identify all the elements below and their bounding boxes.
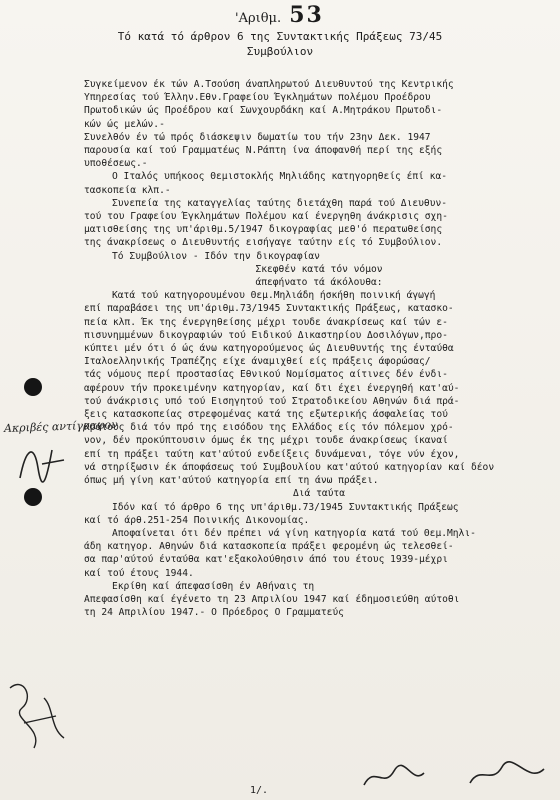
text-line: επί παραβάσει της υπ'άριθμ.73/1945 Συντακτικής Πράξεως, κατασκο- [84,303,454,315]
text-line: σα παρ'αύτού ένταύθα κατ'εξακολούθησιν άπό του έτους 1939-μέχρι [84,554,448,566]
text-line: άδη κατηγορ. Αθηνών διά κατασκοπεία πράξει φερομένη ώς τελεσθεί- [84,541,454,553]
text-line: της άνακρίσεως ο Διευθυντής εισήγαγε ταύτην είς τό Συμβούλιον. [84,237,443,249]
left-bottom-signature [4,668,84,758]
bottom-signatures [360,755,550,795]
text-line: Υπηρεσίας τού Έλλην.Εθν.Γραφείου Έγκλημάτων πολέμου Προέδρου [84,92,431,104]
text-line: άπεφήνατο τά άκόλουθα: [255,277,383,289]
text-line: Πρωτοδικών ώς Προέδρου καί Σωνχουρδάκη καί Α.Μητράκου Πρωτοδι- [84,105,443,117]
text-line: πεία κλπ. Έκ της ένεργηθείσης μέχρι τουδε άνακρίσεως καί τών ε- [84,316,448,328]
text-line: Εκρίθη καί άπεφασίσθη έν Αθήναις τη [112,580,315,592]
text-line: όπως μή γίνη κατ'αύτού κατηγορία επί τη άνω πράξει. [84,475,379,487]
text-line: Ιδόν καί τό άρθρο 6 της υπ'άριθμ.73/1945 Συντακτικής Πράξεως [112,501,459,513]
document-subtitle: Συμβούλιον [246,45,314,58]
text-line: υποθέσεως.- [84,158,148,170]
text-line: νά στηρίξωσιν έκ άποφάσεως τού Συμβουλίου κατ'αύτού κατηγορίαν καί δέον [84,461,495,473]
text-line: τού του Γραφείου Έγκλημάτων Πολέμου καί ένεργηθη άνάκρισις σχη- [84,211,448,223]
text-line: καί τού έτους 1944. [84,567,194,579]
text-line: Αποφαίνεται ότι δέν πρέπει νά γίνη κατηγορία κατά τού Θεμ.Μηλι- [112,527,476,539]
punch-hole-bottom [24,488,42,506]
text-line: Συνελθόν έν τώ πρός διάσκεψιν δωματίω του τήν 23ην Δεκ. 1947 [84,131,431,143]
text-line: Κράτους διά τόν πρό της εισόδου της Ελλάδος είς τόν πόλεμον χρό- [84,422,454,434]
document-body [84,78,554,619]
text-line: παρουσία καί τού Γραμματέως Ν.Ράπτη ίνα άποφανθή περί της εξής [84,145,443,157]
document-title: Τό κατά τό άρθρον 6 της Συντακτικής Πράξεως 73/45 [117,30,443,43]
text-line: πισυνημμένων δικογραφιών τού Ειδικού Δικαστηρίου Δοσιλόγων,προ- [84,329,448,341]
text-line: Διά ταύτα [293,488,345,500]
document-number: 53 [289,2,324,28]
text-line: κών ώς μελών.- [84,118,165,130]
text-line: Σκεφθέν κατά τόν νόμον [255,263,383,275]
page-footer: 1/. [250,785,269,796]
text-line: τη 24 Απριλίου 1947.- Ο Πρόεδρος Ο Γραμματεύς [84,607,344,619]
margin-note: Ακριβές αντίγραφον [3,418,119,435]
text-line: Συγκείμενον έκ τών Α.Τσούση άναπληρωτού Διευθυντού της Κεντρικής [84,79,454,90]
margin-signature [12,438,72,488]
text-line: κύπτει μέν ότι ό ώς άνω κατηγορούμενος ώς Διευθυντής της ένταύθα [84,343,454,355]
text-line: Απεφασίσθη καί έγένετο τη 23 Απριλίου 1947 καί έδημοσιεύθη αύτοθι [84,593,460,605]
text-line: τασκοπεία κλπ.- [84,184,171,196]
text-line: ματισθείσης της υπ'άριθμ.5/1947 δικογραφίας μεθ'ό περατωθείσης [84,224,443,236]
document-header [235,2,324,28]
text-line: Ο Ιταλός υπήκοος Θεμιστοκλής Μηλιάδης κατηγορηθείς έπί κα- [112,171,448,183]
text-line: επί τη πράξει ταύτη κατ'αύτού ενδείξεις δυνάμεναι, τόγε νύν έχον, [84,448,460,460]
text-line: νον, δέν προκύπτουσιν όμως έκ της μέχρι τουδε άνακρίσεως ίκαναί [84,435,448,447]
text-line: καί τό άρθ.251-254 Ποινικής Δικονομίας. [84,514,310,526]
text-line: Ιταλοελληνικής Τραπέζης είχε άναμιχθεί είς πράξεις άφορώσας/ [84,356,431,368]
text-line: τού άνάκρισις υπό τού Εισηγητού τού Στρατοδικείου Αθηνών διά πρά- [84,395,460,407]
text-line: Συνεπεία της καταγγελίας ταύτης διετάχθη παρά τού Διευθυν- [112,197,448,209]
punch-hole-top [24,378,42,396]
text-line: Κατά τού κατηγορουμένου Θεμ.Μηλιάδη ήσκήθη ποινική άγωγή [112,290,436,302]
text-line: Τό Συμβούλιον - Ιδόν την δικογραφίαν [112,250,320,262]
text-line: αφέρουν τήν προκειμένην κατηγορίαν, καί δτι έχει ένεργηθή κατ'αύ- [84,382,460,394]
text-line: ξεις κατασκοπείας στρεφομένας κατά της εξωτερικής άσφαλείας τού [84,409,448,421]
number-label: 'Αριθμ. [235,11,282,26]
text-line: τάς νόμους περί προστασίας Εθνικού Νομίσματος αίτινες δέν ένδι- [84,369,448,381]
